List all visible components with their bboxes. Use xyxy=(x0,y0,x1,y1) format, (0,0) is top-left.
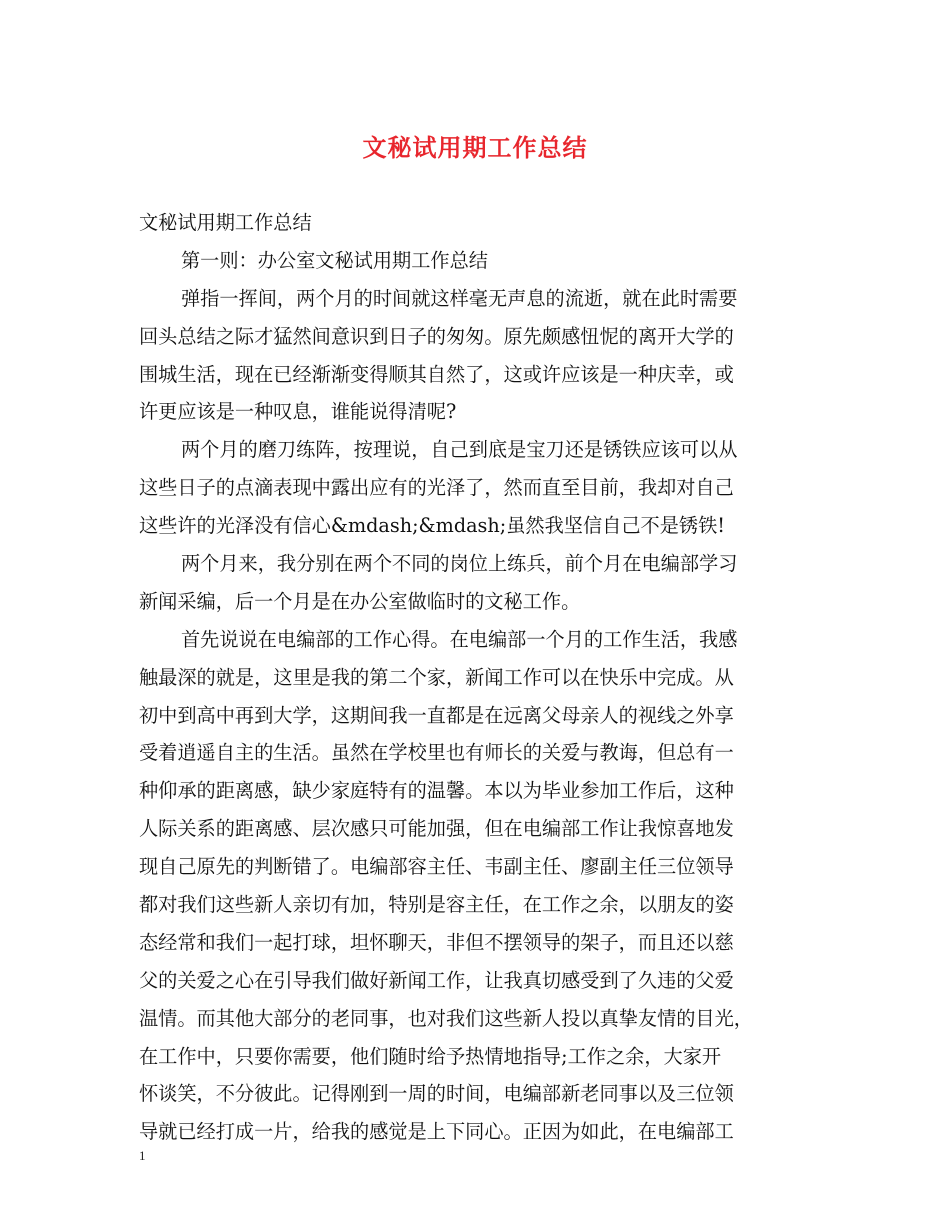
text-line: 导就已经打成一片，给我的感觉是上下同心。正因为如此，在电编部工 xyxy=(139,1120,734,1144)
text-line: 两个月的磨刀练阵，按理说，自己到底是宝刀还是锈铁应该可以从 xyxy=(181,438,738,462)
text-line: 这些许的光泽没有信心&mdash;&mdash;虽然我坚信自己不是锈铁! xyxy=(139,514,725,538)
text-line: 许更应该是一种叹息，谁能说得清呢? xyxy=(139,400,457,424)
text-line: 怀谈笑，不分彼此。记得刚到一周的时间，电编部新老同事以及三位领 xyxy=(139,1082,734,1106)
text-line: 弹指一挥间，两个月的时间就这样毫无声息的流逝，就在此时需要 xyxy=(181,286,738,310)
page-number: 1 xyxy=(139,1148,146,1163)
text-line: 回头总结之际才猛然间意识到日子的匆匆。原先颇感忸怩的离开大学的 xyxy=(139,324,734,348)
text-line: 态经常和我们一起打球，坦怀聊天，非但不摆领导的架子，而且还以慈 xyxy=(139,930,734,954)
text-line: 种仰承的距离感，缺少家庭特有的温馨。本以为毕业参加工作后，这种 xyxy=(139,779,734,803)
text-line: 围城生活，现在已经渐渐变得顺其自然了，这或许应该是一种庆幸，或 xyxy=(139,362,734,386)
text-line: 第一则：办公室文秘试用期工作总结 xyxy=(181,248,488,272)
text-line: 受着逍遥自主的生活。虽然在学校里也有师长的关爱与教诲，但总有一 xyxy=(139,741,734,765)
text-line: 现自己原先的判断错了。电编部容主任、韦副主任、廖副主任三位领导 xyxy=(139,855,734,879)
text-line: 文秘试用期工作总结 xyxy=(139,211,312,234)
text-line: 触最深的就是，这里是我的第二个家，新闻工作可以在快乐中完成。从 xyxy=(139,665,734,689)
text-line: 新闻采编，后一个月是在办公室做临时的文秘工作。 xyxy=(139,589,581,613)
text-line: 父的关爱之心在引导我们做好新闻工作，让我真切感受到了久违的父爱 xyxy=(139,968,734,992)
text-line: 人际关系的距离感、层次感只可能加强，但在电编部工作让我惊喜地发 xyxy=(139,817,734,841)
text-line: 温情。而其他大部分的老同事，也对我们这些新人投以真挚友情的目光， xyxy=(139,1006,753,1030)
text-line: 这些日子的点滴表现中露出应有的光泽了，然而直至目前，我却对自己 xyxy=(139,476,734,500)
text-line: 都对我们这些新人亲切有加，特别是容主任，在工作之余，以朋友的姿 xyxy=(139,893,734,917)
text-line: 两个月来，我分别在两个不同的岗位上练兵，前个月在电编部学习 xyxy=(181,552,738,576)
text-line: 在工作中，只要你需要，他们随时给予热情地指导;工作之余，大家开 xyxy=(139,1044,722,1068)
document-body xyxy=(139,204,815,1151)
text-line: 初中到高中再到大学，这期间我一直都是在远离父母亲人的视线之外享 xyxy=(139,703,734,727)
document-title: 文秘试用期工作总结 xyxy=(362,133,588,162)
text-line: 首先说说在电编部的工作心得。在电编部一个月的工作生活，我感 xyxy=(181,627,738,651)
